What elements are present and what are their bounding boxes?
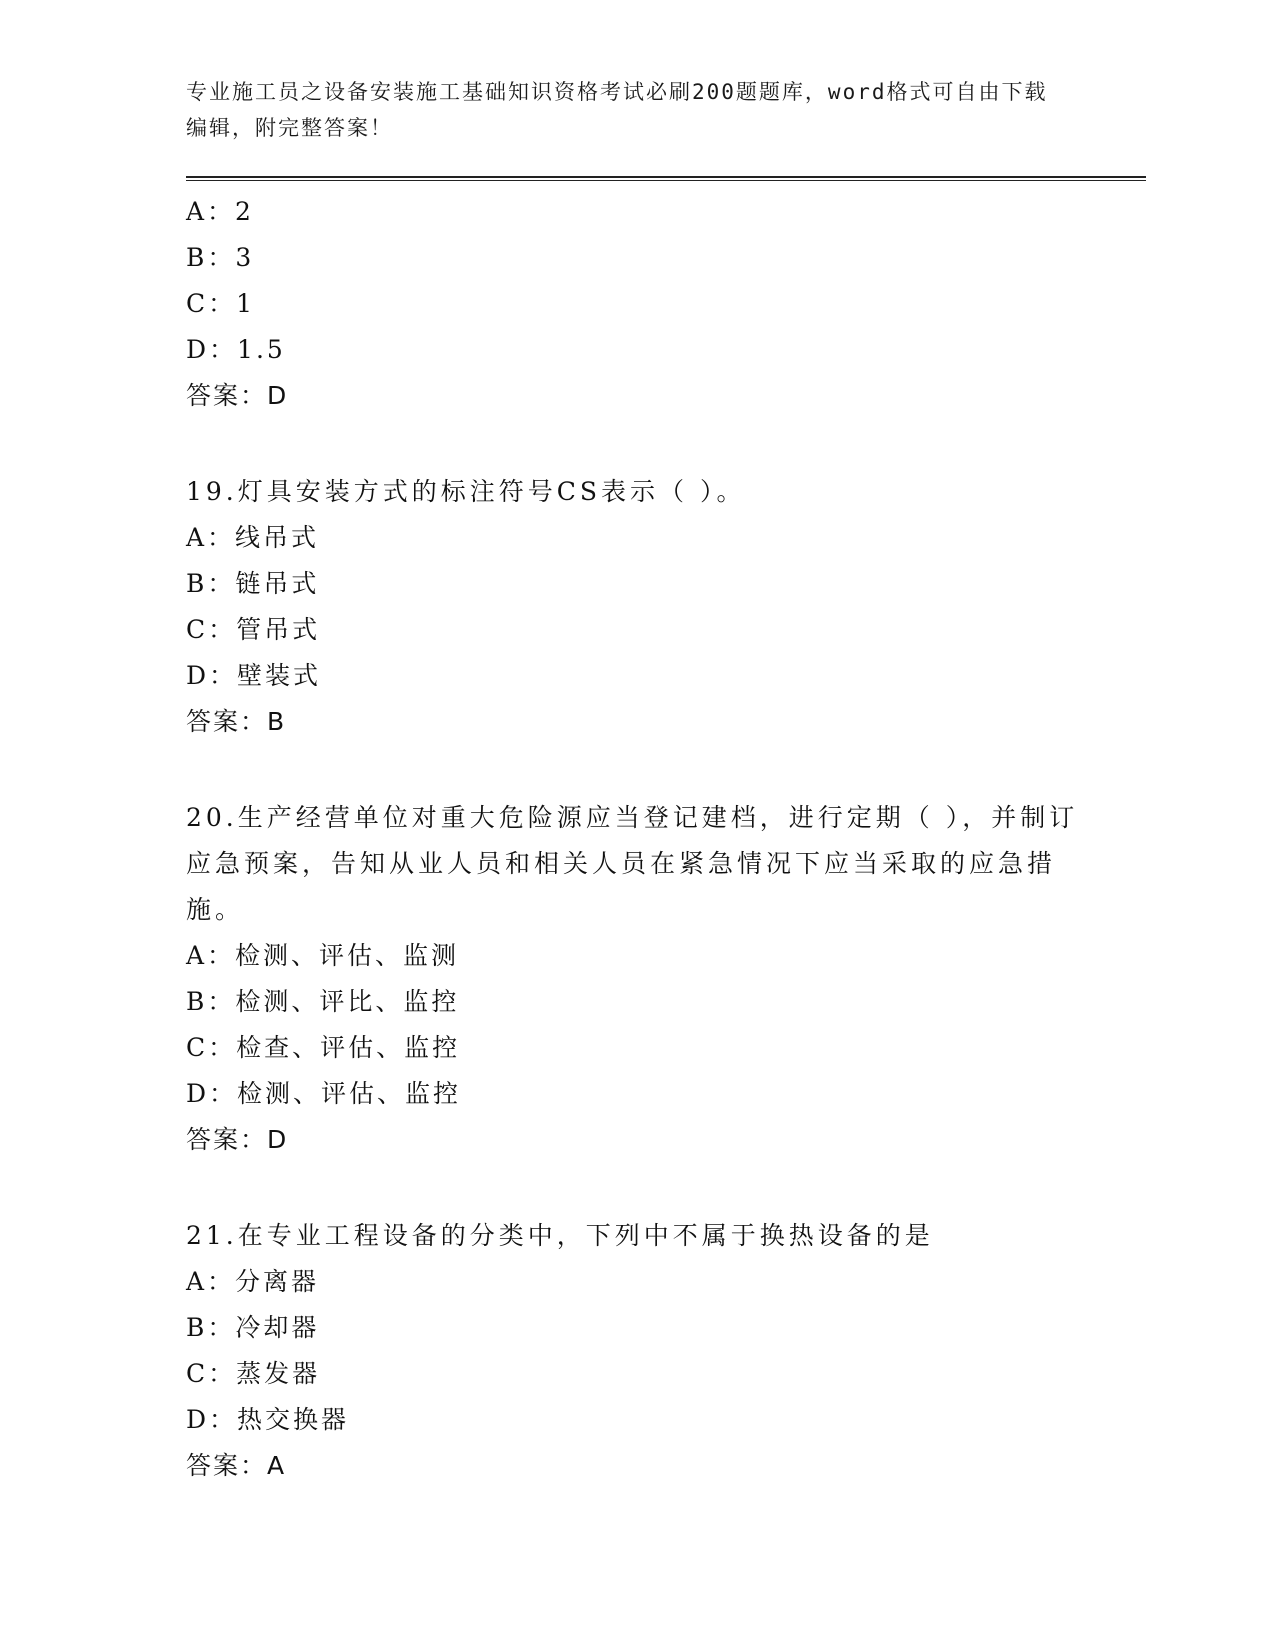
option-c: C：检查、评估、监控: [186, 1033, 461, 1062]
question-block-19: [186, 469, 1086, 745]
question-text: 21.在专业工程设备的分类中，下列中不属于换热设备的是: [186, 1221, 934, 1250]
question-text: 19.灯具安装方式的标注符号CS表示（ ）。: [186, 477, 746, 506]
spacer: [186, 1163, 1086, 1213]
document-header: 专业施工员之设备安装施工基础知识资格考试必刷200题题库，word格式可自由下载编辑，附完整答案！: [186, 80, 1048, 140]
option-b: B：链吊式: [186, 569, 320, 598]
header-divider: [186, 176, 1146, 181]
option-d: D：检测、评估、监控: [186, 1079, 462, 1108]
answer-line: 答案：A: [186, 1451, 287, 1480]
option-a: A：2: [186, 197, 254, 226]
document-body: [186, 189, 1086, 1489]
option-c: C：蒸发器: [186, 1359, 321, 1388]
option-d: D：1.5: [186, 335, 286, 364]
question-text: 20.生产经营单位对重大危险源应当登记建档，进行定期（ ），并制订应急预案，告知从业人员和相关人员在紧急情况下应当采取的应急措施。: [186, 803, 1079, 924]
option-a: A：线吊式: [186, 523, 320, 552]
option-d: D：壁装式: [186, 661, 322, 690]
option-c: C：管吊式: [186, 615, 321, 644]
question-block-21: [186, 1213, 1086, 1489]
option-a: A：检测、评估、监测: [186, 941, 460, 970]
option-d: D：热交换器: [186, 1405, 350, 1434]
question-block-18-partial: [186, 189, 1086, 419]
question-block-20: [186, 795, 1086, 1163]
spacer: [186, 419, 1086, 469]
answer-line: 答案：D: [186, 1125, 289, 1154]
option-a: A：分离器: [186, 1267, 320, 1296]
option-b: B：冷却器: [186, 1313, 320, 1342]
option-c: C：1: [186, 289, 256, 318]
option-b: B：3: [186, 243, 255, 272]
option-b: B：检测、评比、监控: [186, 987, 460, 1016]
answer-line: 答案：D: [186, 381, 289, 410]
answer-line: 答案：B: [186, 707, 287, 736]
spacer: [186, 745, 1086, 795]
